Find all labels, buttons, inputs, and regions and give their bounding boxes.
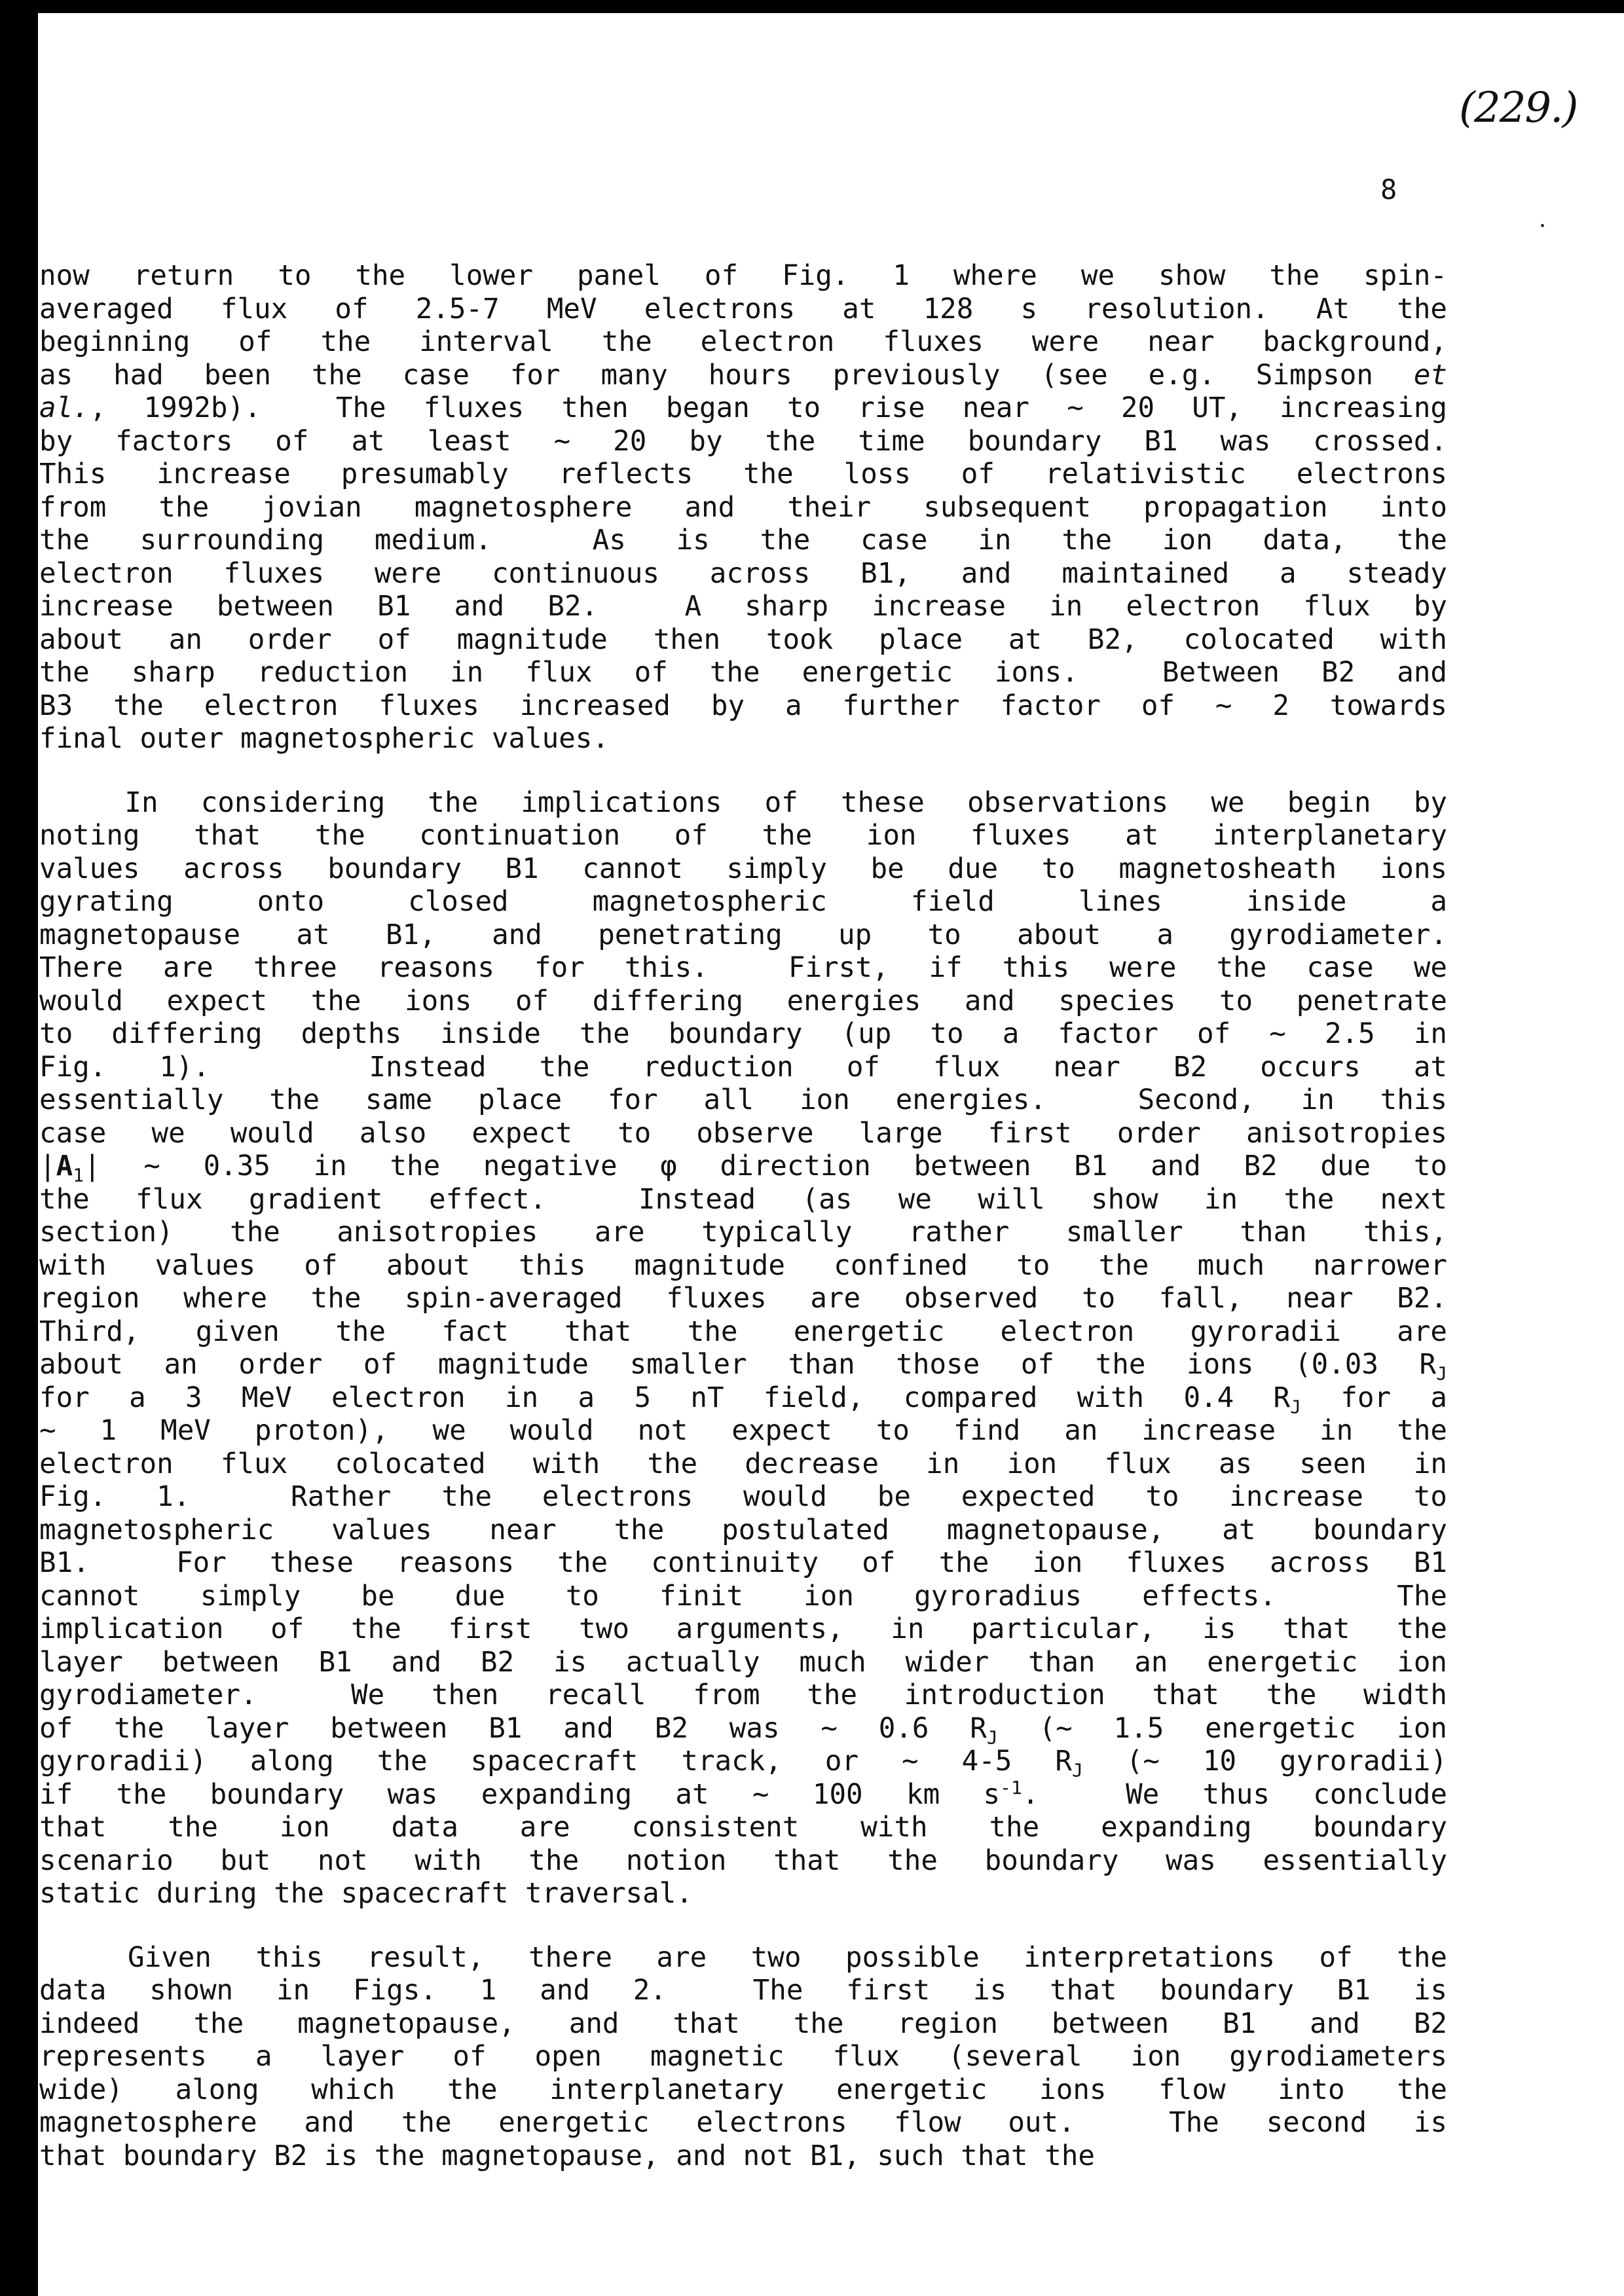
text-line: the surrounding medium. As is the case in the ion data, the bbox=[39, 524, 1447, 556]
text-line: Fig. 1. Rather the electrons would be expected to increase to bbox=[39, 1481, 1447, 1513]
text-line: with values of about this magnitude confined to the much narrower bbox=[39, 1249, 1447, 1282]
text-line: gyrating onto closed magnetospheric field lines inside a bbox=[39, 886, 1447, 918]
text-line: values across boundary B1 cannot simply be due to magnetosheath ions bbox=[39, 852, 1447, 885]
text-line: ~ 1 MeV proton), we would not expect to find an increase in the bbox=[39, 1415, 1447, 1447]
text-line: al., 1992b). The fluxes then began to rise near ~ 20 UT, increasing bbox=[39, 392, 1447, 424]
text-line: layer between B1 and B2 is actually much wider than an energetic ion bbox=[39, 1646, 1447, 1679]
text-line: This increase presumably reflects the loss of relativistic electrons bbox=[39, 458, 1447, 490]
text-line: beginning of the interval the electron fluxes were near background, bbox=[39, 326, 1447, 358]
text-line: from the jovian magnetosphere and their subsequent propagation into bbox=[39, 491, 1447, 524]
body-text bbox=[39, 260, 1447, 2173]
text-line: now return to the lower panel of Fig. 1 where we show the spin- bbox=[39, 260, 1447, 292]
text-line: the flux gradient effect. Instead (as we will show in the next bbox=[39, 1183, 1447, 1216]
text-line: magnetosphere and the energetic electrons flow out. The second is bbox=[39, 2107, 1447, 2139]
text-line: B1. For these reasons the continuity of the ion fluxes across B1 bbox=[39, 1547, 1447, 1579]
text-line: gyroradii) along the spacecraft track, or ~ 4-5 $R_J$ (~ 10 gyroradii) bbox=[39, 1745, 1447, 1781]
text-line: represents a layer of open magnetic flux (several ion gyrodiameters bbox=[39, 2041, 1447, 2073]
page-number: 8 bbox=[1380, 173, 1397, 206]
paragraph bbox=[39, 1942, 1447, 2174]
text-line: that the ion data are consistent with the expanding boundary bbox=[39, 1812, 1447, 1844]
text-line: There are three reasons for this. First, if this were the case we bbox=[39, 952, 1447, 984]
text-line: by factors of at least ~ 20 by the time boundary B1 was crossed. bbox=[39, 425, 1447, 458]
text-line: Third, given the fact that the energetic electron gyroradii are bbox=[39, 1315, 1447, 1348]
text-line: static during the spacecraft traversal. bbox=[39, 1878, 693, 1910]
text-line: that boundary B2 is the magnetopause, and not B1, such that the bbox=[39, 2140, 1095, 2172]
text-line: would expect the ions of differing energies and species to penetrate bbox=[39, 985, 1447, 1017]
text-line: cannot simply be due to finit ion gyroradius effects. The bbox=[39, 1580, 1447, 1613]
text-line: magnetospheric values near the postulated magnetopause, at boundary bbox=[39, 1514, 1447, 1546]
text-line: magnetopause at B1, and penetrating up to about a gyrodiameter. bbox=[39, 919, 1447, 951]
text-line: gyrodiameter. We then recall from the introduction that the width bbox=[39, 1679, 1447, 1711]
text-line: electron flux colocated with the decrease in ion flux as seen in bbox=[39, 1448, 1447, 1480]
text-line: of the layer between B1 and B2 was ~ 0.6 $R_J$ (~ 1.5 energetic ion bbox=[39, 1712, 1447, 1748]
text-line: if the boundary was expanding at ~ 100 km $s^{-1}$. We thus conclude bbox=[39, 1776, 1448, 1811]
text-line: case we would also expect to observe large first order anisotropies bbox=[39, 1117, 1447, 1150]
text-line: electron fluxes were continuous across B1, and maintained a steady bbox=[39, 557, 1447, 590]
text-line: to differing depths inside the boundary (up to a factor of ~ 2.5 in bbox=[39, 1018, 1447, 1050]
text-line: Given this result, there are two possible interpretations of the bbox=[39, 1941, 1447, 1974]
text-line: In considering the implications of these observations we begin by bbox=[39, 786, 1447, 819]
text-line: data shown in Figs. 1 and 2. The first is that boundary B1 is bbox=[39, 1975, 1447, 2007]
text-line: section) the anisotropies are typically rather smaller than this, bbox=[39, 1216, 1447, 1248]
text-line: about an order of magnitude then took place at B2, colocated with bbox=[39, 623, 1447, 656]
paragraph bbox=[39, 260, 1447, 756]
text-line: the sharp reduction in flux of the energetic ions. Between B2 and bbox=[39, 657, 1447, 689]
text-line: about an order of magnitude smaller than those of the ions (0.03 $R_J$ bbox=[39, 1349, 1447, 1385]
scan-speck bbox=[1541, 224, 1544, 227]
text-line: $|A_1|$ ~ 0.35 in the negative φ direction between B1 and B2 due to bbox=[39, 1150, 1447, 1186]
text-line: region where the spin-averaged fluxes are observed to fall, near B2. bbox=[39, 1283, 1447, 1315]
text-line: scenario but not with the notion that the boundary was essentially bbox=[39, 1844, 1447, 1877]
text-line: noting that the continuation of the ion fluxes at interplanetary bbox=[39, 820, 1447, 852]
text-line: B3 the electron fluxes increased by a further factor of ~ 2 towards bbox=[39, 689, 1447, 722]
text-line: essentially the same place for all ion energies. Second, in this bbox=[39, 1084, 1447, 1116]
text-line: for a 3 MeV electron in a 5 nT field, compared with 0.4 $R_J$ for a bbox=[39, 1381, 1447, 1417]
text-line: wide) along which the interplanetary energetic ions flow into the bbox=[39, 2073, 1447, 2106]
handwritten-page-annotation: (229.) bbox=[1459, 84, 1578, 132]
text-line: as had been the case for many hours previously (see e.g. Simpson et bbox=[39, 359, 1447, 392]
text-line: implication of the first two arguments, in particular, is that the bbox=[39, 1613, 1447, 1645]
text-line: increase between B1 and B2. A sharp increase in electron flux by bbox=[39, 591, 1447, 623]
text-line: averaged flux of 2.5-7 MeV electrons at 128 s resolution. At the bbox=[39, 293, 1447, 325]
paragraph bbox=[39, 787, 1447, 1911]
text-line: Fig. 1). Instead the reduction of flux near B2 occurs at bbox=[39, 1051, 1447, 1084]
text-line: final outer magnetospheric values. bbox=[39, 723, 609, 755]
text-line: indeed the magnetopause, and that the region between B1 and B2 bbox=[39, 2007, 1447, 2040]
